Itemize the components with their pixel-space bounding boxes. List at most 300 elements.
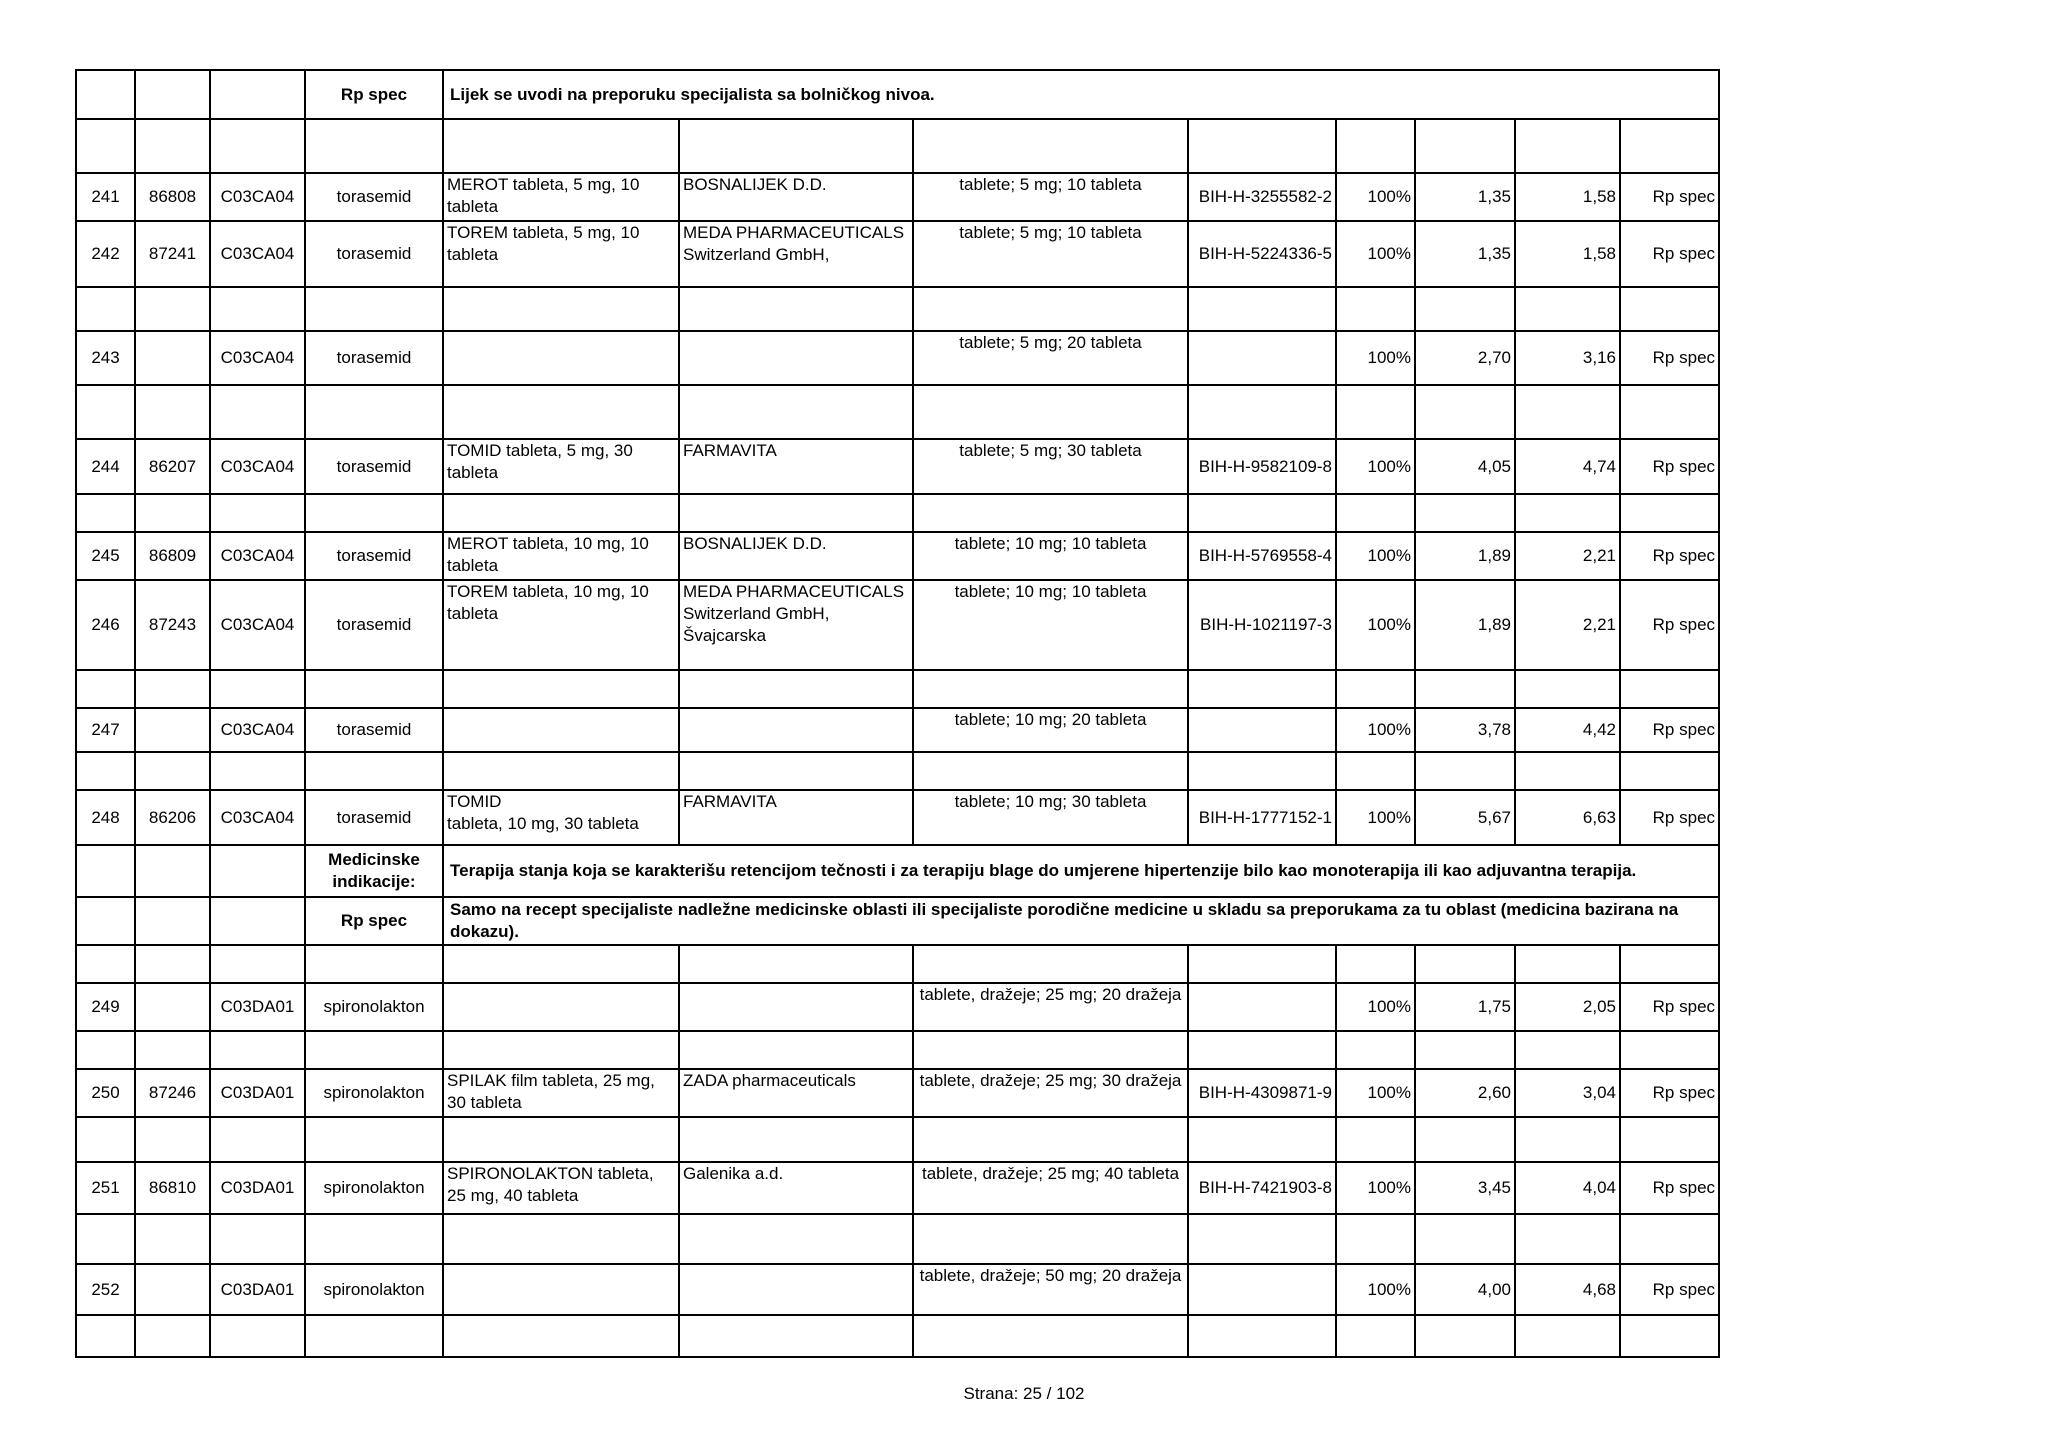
empty-cell — [135, 494, 210, 532]
empty-cell — [1620, 670, 1719, 708]
cell-pct: 100% — [1336, 790, 1415, 845]
cell-reg — [1188, 708, 1336, 752]
spacer-row — [76, 752, 1719, 790]
cell-p1: 2,70 — [1415, 331, 1515, 385]
cell-pct: 100% — [1336, 708, 1415, 752]
cell-pct: 100% — [1336, 331, 1415, 385]
cell-p2: 1,58 — [1515, 221, 1620, 287]
cell-maker — [679, 331, 913, 385]
empty-cell — [1515, 385, 1620, 439]
table-row — [76, 173, 1719, 221]
empty-cell — [1415, 1117, 1515, 1162]
cell-form: tablete; 10 mg; 10 tableta — [913, 532, 1188, 580]
cell-maker — [679, 708, 913, 752]
cell-pct: 100% — [1336, 1264, 1415, 1315]
empty-cell — [1415, 1031, 1515, 1069]
empty-cell — [1336, 494, 1415, 532]
cell-no: 248 — [76, 790, 135, 845]
empty-cell — [443, 1031, 679, 1069]
empty-cell — [1336, 1315, 1415, 1357]
empty-cell — [210, 1214, 305, 1264]
empty-cell — [679, 1315, 913, 1357]
cell-pct: 100% — [1336, 1162, 1415, 1214]
cell-form: tablete; 10 mg; 30 tableta — [913, 790, 1188, 845]
cell-maker — [679, 1264, 913, 1315]
cell-name — [443, 331, 679, 385]
empty-cell — [679, 385, 913, 439]
cell-pct: 100% — [1336, 983, 1415, 1031]
note-text: Terapija stanja koja se karakterišu retencijom tečnosti i za terapiju blage do umjerene hipertenzije bilo kao monoterapija ili kao adjuvantna terapija. — [443, 845, 1719, 897]
empty-cell — [1336, 1031, 1415, 1069]
empty-cell — [135, 119, 210, 173]
cell-maker: BOSNALIJEK D.D. — [679, 532, 913, 580]
table-row — [76, 708, 1719, 752]
empty-cell — [305, 752, 443, 790]
empty-cell — [210, 752, 305, 790]
empty-cell — [679, 1031, 913, 1069]
cell-p1: 1,35 — [1415, 173, 1515, 221]
cell-p1: 1,75 — [1415, 983, 1515, 1031]
empty-cell — [305, 945, 443, 983]
cell-atc: C03CA04 — [210, 708, 305, 752]
empty-cell — [1415, 1315, 1515, 1357]
empty-cell — [1336, 385, 1415, 439]
empty-cell — [679, 945, 913, 983]
cell-rx: Rp spec — [1620, 708, 1719, 752]
cell-pct: 100% — [1336, 439, 1415, 494]
cell-code — [135, 1264, 210, 1315]
empty-cell — [1515, 1117, 1620, 1162]
cell-name: TOREM tableta, 10 mg, 10 tableta — [443, 580, 679, 670]
cell-no: 244 — [76, 439, 135, 494]
cell-inn: spironolakton — [305, 983, 443, 1031]
empty-cell — [1415, 287, 1515, 331]
note-label: Rp spec — [305, 70, 443, 119]
empty-cell — [1515, 1031, 1620, 1069]
spacer-row — [76, 1117, 1719, 1162]
cell-p1: 1,89 — [1415, 532, 1515, 580]
empty-cell — [1336, 119, 1415, 173]
empty-cell — [1620, 945, 1719, 983]
empty-cell — [135, 670, 210, 708]
cell-name: SPILAK film tableta, 25 mg, 30 tableta — [443, 1069, 679, 1117]
empty-cell — [443, 287, 679, 331]
empty-cell — [913, 945, 1188, 983]
cell-rx: Rp spec — [1620, 173, 1719, 221]
cell-atc: C03CA04 — [210, 173, 305, 221]
spacer-row — [76, 1315, 1719, 1357]
empty-cell — [1620, 119, 1719, 173]
cell-rx: Rp spec — [1620, 439, 1719, 494]
note-text: Samo na recept specijaliste nadležne medicinske oblasti ili specijaliste porodične medicine u skladu sa preporukama za tu oblast (medicina bazirana na dokazu). — [443, 897, 1719, 945]
empty-cell — [1336, 1214, 1415, 1264]
cell-reg: BIH-H-7421903-8 — [1188, 1162, 1336, 1214]
cell-p2: 2,21 — [1515, 580, 1620, 670]
cell-rx: Rp spec — [1620, 1162, 1719, 1214]
empty-cell — [679, 752, 913, 790]
empty-cell — [913, 119, 1188, 173]
cell-atc: C03CA04 — [210, 439, 305, 494]
table-row — [76, 983, 1719, 1031]
cell-atc: C03CA04 — [210, 221, 305, 287]
cell-reg: BIH-H-3255582-2 — [1188, 173, 1336, 221]
empty-cell — [135, 1315, 210, 1357]
empty-cell — [1188, 752, 1336, 790]
cell-code: 86207 — [135, 439, 210, 494]
empty-cell — [76, 1031, 135, 1069]
cell-name — [443, 1264, 679, 1315]
cell-atc: C03DA01 — [210, 1162, 305, 1214]
cell-rx: Rp spec — [1620, 532, 1719, 580]
cell-maker: MEDA PHARMACEUTICALS Switzerland GmbH, — [679, 221, 913, 287]
cell-inn: spironolakton — [305, 1162, 443, 1214]
cell-maker: ZADA pharmaceuticals — [679, 1069, 913, 1117]
empty-cell — [1415, 494, 1515, 532]
empty-cell — [1188, 1117, 1336, 1162]
empty-cell — [1188, 1315, 1336, 1357]
empty-cell — [1336, 287, 1415, 331]
empty-cell — [1620, 287, 1719, 331]
spacer-row — [76, 1214, 1719, 1264]
table-row — [76, 1069, 1719, 1117]
empty-cell — [443, 945, 679, 983]
empty-cell — [305, 670, 443, 708]
empty-cell — [679, 494, 913, 532]
empty-cell — [1188, 670, 1336, 708]
cell-p2: 3,04 — [1515, 1069, 1620, 1117]
cell-atc: C03CA04 — [210, 532, 305, 580]
cell-p2: 6,63 — [1515, 790, 1620, 845]
table-row — [76, 331, 1719, 385]
cell-p1: 4,00 — [1415, 1264, 1515, 1315]
cell-no: 245 — [76, 532, 135, 580]
cell-maker — [679, 983, 913, 1031]
table-row — [76, 532, 1719, 580]
cell-form: tablete, dražeje; 50 mg; 20 dražeja — [913, 1264, 1188, 1315]
empty-cell — [135, 1117, 210, 1162]
empty-cell — [679, 1117, 913, 1162]
cell-form: tablete; 5 mg; 30 tableta — [913, 439, 1188, 494]
empty-cell — [1188, 1031, 1336, 1069]
cell-atc: C03CA04 — [210, 790, 305, 845]
empty-cell — [305, 494, 443, 532]
empty-cell — [1515, 494, 1620, 532]
empty-cell — [443, 670, 679, 708]
cell-rx: Rp spec — [1620, 580, 1719, 670]
empty-cell — [1336, 1117, 1415, 1162]
empty-cell — [913, 1031, 1188, 1069]
cell-reg — [1188, 983, 1336, 1031]
cell-p1: 1,35 — [1415, 221, 1515, 287]
note-text: Lijek se uvodi na preporuku specijalista sa bolničkog nivoa. — [443, 70, 1719, 119]
cell-inn: torasemid — [305, 173, 443, 221]
cell-form: tablete; 5 mg; 20 tableta — [913, 331, 1188, 385]
page-number: Strana: 25 / 102 — [963, 1384, 1085, 1403]
cell-pct: 100% — [1336, 1069, 1415, 1117]
cell-pct: 100% — [1336, 173, 1415, 221]
empty-cell — [1620, 752, 1719, 790]
empty-cell — [1336, 752, 1415, 790]
note-label: Rp spec — [305, 897, 443, 945]
empty-cell — [1415, 119, 1515, 173]
empty-cell — [1415, 1214, 1515, 1264]
note-label: Medicinske indikacije: — [305, 845, 443, 897]
cell-reg — [1188, 331, 1336, 385]
empty-cell — [210, 845, 305, 897]
empty-cell — [210, 897, 305, 945]
empty-cell — [135, 385, 210, 439]
empty-cell — [135, 1214, 210, 1264]
empty-cell — [1415, 752, 1515, 790]
cell-no: 252 — [76, 1264, 135, 1315]
cell-pct: 100% — [1336, 221, 1415, 287]
cell-atc: C03DA01 — [210, 1069, 305, 1117]
empty-cell — [913, 385, 1188, 439]
cell-p1: 5,67 — [1415, 790, 1515, 845]
empty-cell — [443, 119, 679, 173]
cell-form: tablete; 10 mg; 10 tableta — [913, 580, 1188, 670]
cell-inn: torasemid — [305, 221, 443, 287]
empty-cell — [1188, 385, 1336, 439]
empty-cell — [679, 287, 913, 331]
empty-cell — [76, 752, 135, 790]
cell-inn: torasemid — [305, 532, 443, 580]
table-row — [76, 1162, 1719, 1214]
empty-cell — [210, 945, 305, 983]
empty-cell — [443, 1214, 679, 1264]
empty-cell — [135, 845, 210, 897]
empty-cell — [76, 119, 135, 173]
cell-form: tablete; 10 mg; 20 tableta — [913, 708, 1188, 752]
cell-atc: C03DA01 — [210, 1264, 305, 1315]
cell-no: 243 — [76, 331, 135, 385]
cell-inn: torasemid — [305, 331, 443, 385]
empty-cell — [1620, 1117, 1719, 1162]
cell-no: 242 — [76, 221, 135, 287]
empty-cell — [1188, 945, 1336, 983]
cell-inn: spironolakton — [305, 1264, 443, 1315]
empty-cell — [1620, 1031, 1719, 1069]
cell-maker: MEDA PHARMACEUTICALS Switzerland GmbH, Švajcarska — [679, 580, 913, 670]
empty-cell — [1620, 1315, 1719, 1357]
empty-cell — [76, 897, 135, 945]
empty-cell — [76, 1117, 135, 1162]
cell-p2: 1,58 — [1515, 173, 1620, 221]
cell-pct: 100% — [1336, 580, 1415, 670]
empty-cell — [135, 70, 210, 119]
table-row — [76, 439, 1719, 494]
note-row — [76, 845, 1719, 897]
empty-cell — [210, 1315, 305, 1357]
empty-cell — [135, 1031, 210, 1069]
empty-cell — [305, 287, 443, 331]
cell-form: tablete, dražeje; 25 mg; 30 dražeja — [913, 1069, 1188, 1117]
empty-cell — [1620, 1214, 1719, 1264]
cell-maker: Galenika a.d. — [679, 1162, 913, 1214]
empty-cell — [76, 670, 135, 708]
empty-cell — [443, 385, 679, 439]
cell-no: 250 — [76, 1069, 135, 1117]
empty-cell — [1515, 1214, 1620, 1264]
empty-cell — [135, 752, 210, 790]
cell-p1: 3,45 — [1415, 1162, 1515, 1214]
cell-rx: Rp spec — [1620, 790, 1719, 845]
spacer-row — [76, 945, 1719, 983]
cell-p2: 2,21 — [1515, 532, 1620, 580]
cell-name: SPIRONOLAKTON tableta, 25 mg, 40 tableta — [443, 1162, 679, 1214]
empty-cell — [210, 1031, 305, 1069]
empty-cell — [1515, 1315, 1620, 1357]
cell-rx: Rp spec — [1620, 331, 1719, 385]
cell-name: TOREM tableta, 5 mg, 10 tableta — [443, 221, 679, 287]
cell-reg: BIH-H-5224336-5 — [1188, 221, 1336, 287]
empty-cell — [1336, 670, 1415, 708]
cell-reg — [1188, 1264, 1336, 1315]
cell-p2: 4,42 — [1515, 708, 1620, 752]
empty-cell — [76, 70, 135, 119]
empty-cell — [913, 494, 1188, 532]
cell-pct: 100% — [1336, 532, 1415, 580]
cell-reg: BIH-H-5769558-4 — [1188, 532, 1336, 580]
cell-maker: FARMAVITA — [679, 439, 913, 494]
empty-cell — [1515, 670, 1620, 708]
cell-p2: 2,05 — [1515, 983, 1620, 1031]
empty-cell — [305, 1031, 443, 1069]
empty-cell — [1188, 494, 1336, 532]
table-row — [76, 790, 1719, 845]
empty-cell — [1188, 287, 1336, 331]
cell-name: TOMID tableta, 10 mg, 30 tableta — [443, 790, 679, 845]
cell-inn: torasemid — [305, 790, 443, 845]
empty-cell — [1415, 670, 1515, 708]
empty-cell — [443, 1117, 679, 1162]
cell-code: 86808 — [135, 173, 210, 221]
cell-inn: torasemid — [305, 708, 443, 752]
empty-cell — [1515, 752, 1620, 790]
cell-code: 87243 — [135, 580, 210, 670]
cell-maker: FARMAVITA — [679, 790, 913, 845]
cell-p1: 2,60 — [1415, 1069, 1515, 1117]
empty-cell — [443, 494, 679, 532]
empty-cell — [210, 1117, 305, 1162]
empty-cell — [679, 119, 913, 173]
empty-cell — [135, 897, 210, 945]
empty-cell — [679, 670, 913, 708]
drug-list-table — [75, 69, 1720, 1358]
cell-p2: 4,04 — [1515, 1162, 1620, 1214]
cell-name: MEROT tableta, 5 mg, 10 tableta — [443, 173, 679, 221]
cell-no: 247 — [76, 708, 135, 752]
empty-cell — [305, 1315, 443, 1357]
cell-inn: spironolakton — [305, 1069, 443, 1117]
note-row — [76, 70, 1719, 119]
cell-maker: BOSNALIJEK D.D. — [679, 173, 913, 221]
empty-cell — [1415, 385, 1515, 439]
cell-inn: torasemid — [305, 439, 443, 494]
cell-p2: 4,74 — [1515, 439, 1620, 494]
empty-cell — [1188, 1214, 1336, 1264]
empty-cell — [210, 119, 305, 173]
spacer-row — [76, 494, 1719, 532]
cell-code: 86809 — [135, 532, 210, 580]
spacer-row — [76, 119, 1719, 173]
empty-cell — [210, 670, 305, 708]
empty-cell — [913, 287, 1188, 331]
cell-reg: BIH-H-4309871-9 — [1188, 1069, 1336, 1117]
spacer-row — [76, 1031, 1719, 1069]
note-row — [76, 897, 1719, 945]
cell-atc: C03CA04 — [210, 331, 305, 385]
cell-reg: BIH-H-1021197-3 — [1188, 580, 1336, 670]
cell-rx: Rp spec — [1620, 1264, 1719, 1315]
cell-code: 86206 — [135, 790, 210, 845]
cell-code — [135, 983, 210, 1031]
empty-cell — [210, 70, 305, 119]
empty-cell — [913, 752, 1188, 790]
cell-code: 87246 — [135, 1069, 210, 1117]
cell-no: 249 — [76, 983, 135, 1031]
cell-p1: 4,05 — [1415, 439, 1515, 494]
empty-cell — [1415, 945, 1515, 983]
table-row — [76, 580, 1719, 670]
empty-cell — [913, 1315, 1188, 1357]
empty-cell — [443, 752, 679, 790]
spacer-row — [76, 287, 1719, 331]
empty-cell — [76, 845, 135, 897]
cell-form: tablete, dražeje; 25 mg; 20 dražeja — [913, 983, 1188, 1031]
empty-cell — [210, 287, 305, 331]
empty-cell — [913, 1117, 1188, 1162]
empty-cell — [1515, 119, 1620, 173]
empty-cell — [913, 670, 1188, 708]
empty-cell — [305, 1117, 443, 1162]
empty-cell — [210, 494, 305, 532]
cell-code: 86810 — [135, 1162, 210, 1214]
empty-cell — [1515, 287, 1620, 331]
empty-cell — [76, 1315, 135, 1357]
table-row — [76, 221, 1719, 287]
cell-no: 251 — [76, 1162, 135, 1214]
cell-reg: BIH-H-9582109-8 — [1188, 439, 1336, 494]
empty-cell — [1620, 494, 1719, 532]
cell-no: 241 — [76, 173, 135, 221]
cell-name: MEROT tableta, 10 mg, 10 tableta — [443, 532, 679, 580]
empty-cell — [76, 385, 135, 439]
empty-cell — [305, 119, 443, 173]
empty-cell — [1336, 945, 1415, 983]
empty-cell — [76, 1214, 135, 1264]
empty-cell — [76, 287, 135, 331]
empty-cell — [679, 1214, 913, 1264]
empty-cell — [76, 494, 135, 532]
cell-inn: torasemid — [305, 580, 443, 670]
cell-p1: 3,78 — [1415, 708, 1515, 752]
cell-atc: C03DA01 — [210, 983, 305, 1031]
spacer-row — [76, 670, 1719, 708]
cell-code — [135, 708, 210, 752]
empty-cell — [305, 385, 443, 439]
cell-name — [443, 708, 679, 752]
cell-code: 87241 — [135, 221, 210, 287]
cell-form: tablete, dražeje; 25 mg; 40 tableta — [913, 1162, 1188, 1214]
cell-p2: 4,68 — [1515, 1264, 1620, 1315]
spacer-row — [76, 385, 1719, 439]
table-row — [76, 1264, 1719, 1315]
empty-cell — [305, 1214, 443, 1264]
cell-rx: Rp spec — [1620, 221, 1719, 287]
empty-cell — [210, 385, 305, 439]
empty-cell — [1515, 945, 1620, 983]
